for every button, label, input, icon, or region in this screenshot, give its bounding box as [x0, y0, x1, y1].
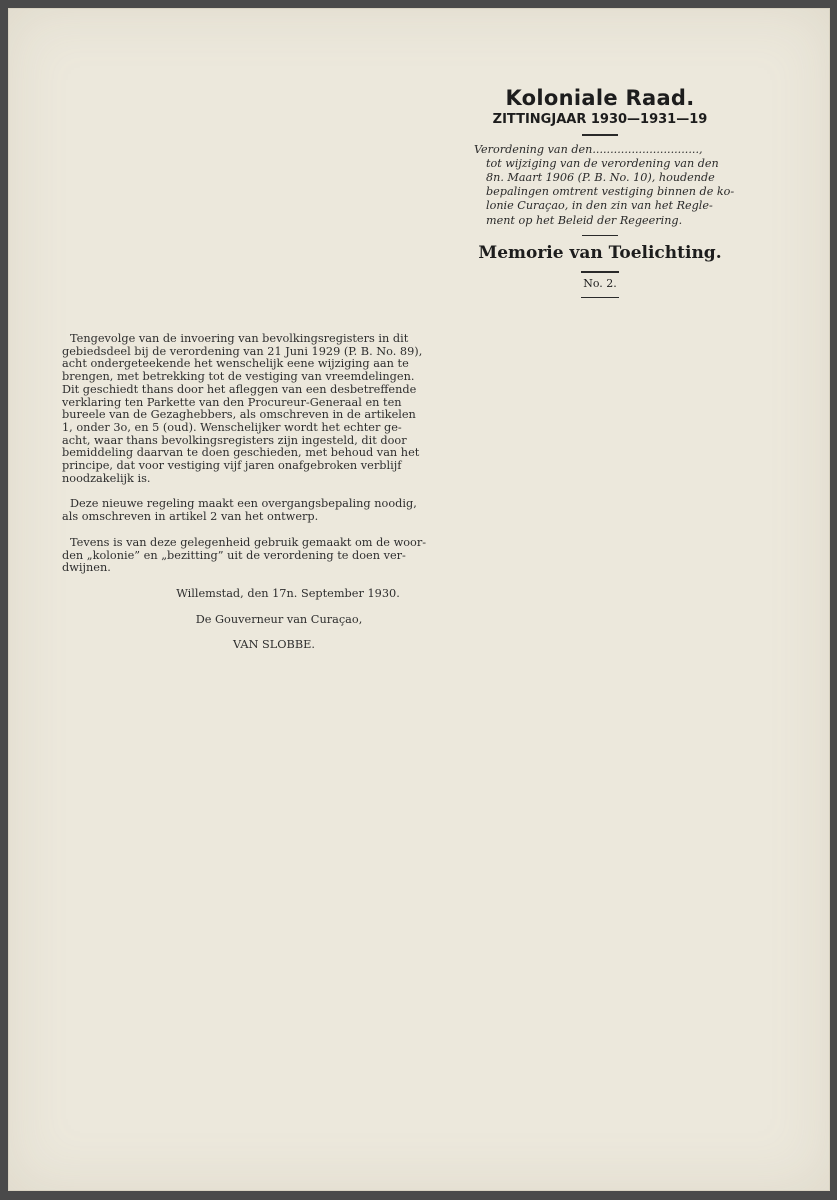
date-line: Willemstad, den 17n. September 1930.	[176, 586, 400, 600]
document-page	[8, 8, 830, 1191]
signature: VAN SLOBBE.	[233, 638, 315, 652]
text-line: Deze nieuwe regeling maakt een overgangsbepaling noodig,	[70, 497, 417, 511]
text-line: acht ondergeteekende het wenschelijk eene wijziging aan te	[62, 357, 409, 371]
divider	[582, 235, 618, 237]
explanatory-text	[62, 332, 427, 652]
paragraph-3	[62, 535, 427, 575]
paragraph-1	[62, 333, 424, 485]
memorie-heading: Memorie van Toelichting.	[478, 243, 722, 264]
council-title: Koloniale Raad.	[505, 86, 695, 110]
document-number: No. 2.	[583, 276, 617, 290]
session-year: ZITTINGJAAR 1930—1931—19	[492, 112, 708, 127]
text-line: noodzakelijk is.	[62, 471, 151, 485]
governor-line: De Gouverneur van Curaçao,	[195, 612, 363, 626]
paragraph-2	[62, 498, 424, 523]
regulation-line: tot wijziging van de verordening van den	[486, 156, 719, 170]
divider	[581, 271, 619, 273]
text-line: den „kolonie” en „bezitting” uit de verordening te doen ver-	[62, 548, 406, 562]
text-line: Dit geschiedt thans door het afleggen van een desbetreffende	[62, 382, 417, 396]
text-line: dwijnen.	[62, 561, 111, 575]
text-line: bureele van de Gezaghebbers, als omschreven in de artikelen	[62, 408, 416, 422]
regulation-line: ment op het Beleid der Regeering.	[486, 213, 683, 227]
regulation-description	[470, 142, 735, 228]
text-line: acht, waar thans bevolkingsregisters zijn ingesteld, dit door	[62, 433, 407, 447]
document-header	[470, 86, 735, 305]
text-line: brengen, met betrekking tot de vestiging van vreemdelingen.	[62, 370, 415, 384]
text-line: Tengevolge van de invoering van bevolkingsregisters in dit	[70, 332, 409, 345]
text-line: bemiddeling daarvan te doen geschieden, met behoud van het	[62, 446, 420, 460]
text-line: als omschreven in artikel 2 van het ontwerp.	[62, 510, 319, 524]
text-line: Tevens is van deze gelegenheid gebruik gemaakt om de woor-	[70, 535, 427, 549]
divider	[582, 134, 618, 136]
regulation-line: bepalingen omtrent vestiging binnen de ko-	[486, 185, 735, 199]
regulation-line: 8n. Maart 1906 (P. B. No. 10), houdende	[486, 170, 715, 184]
text-line: 1, onder 3o, en 5 (oud). Wenschelijker wordt het echter ge-	[62, 420, 402, 434]
text-line: gebiedsdeel bij de verordening van 21 Juni 1929 (P. B. No. 89),	[62, 344, 423, 358]
divider	[581, 297, 619, 299]
regulation-line: Verordening van den..............................,	[474, 142, 703, 156]
regulation-line: lonie Curaçao, in den zin van het Regle-	[486, 199, 713, 213]
text-line: verklaring ten Parkette van den Procureur-Generaal en ten	[62, 395, 402, 409]
text-line: principe, dat voor vestiging vijf jaren onafgebroken verblijf	[62, 459, 402, 473]
